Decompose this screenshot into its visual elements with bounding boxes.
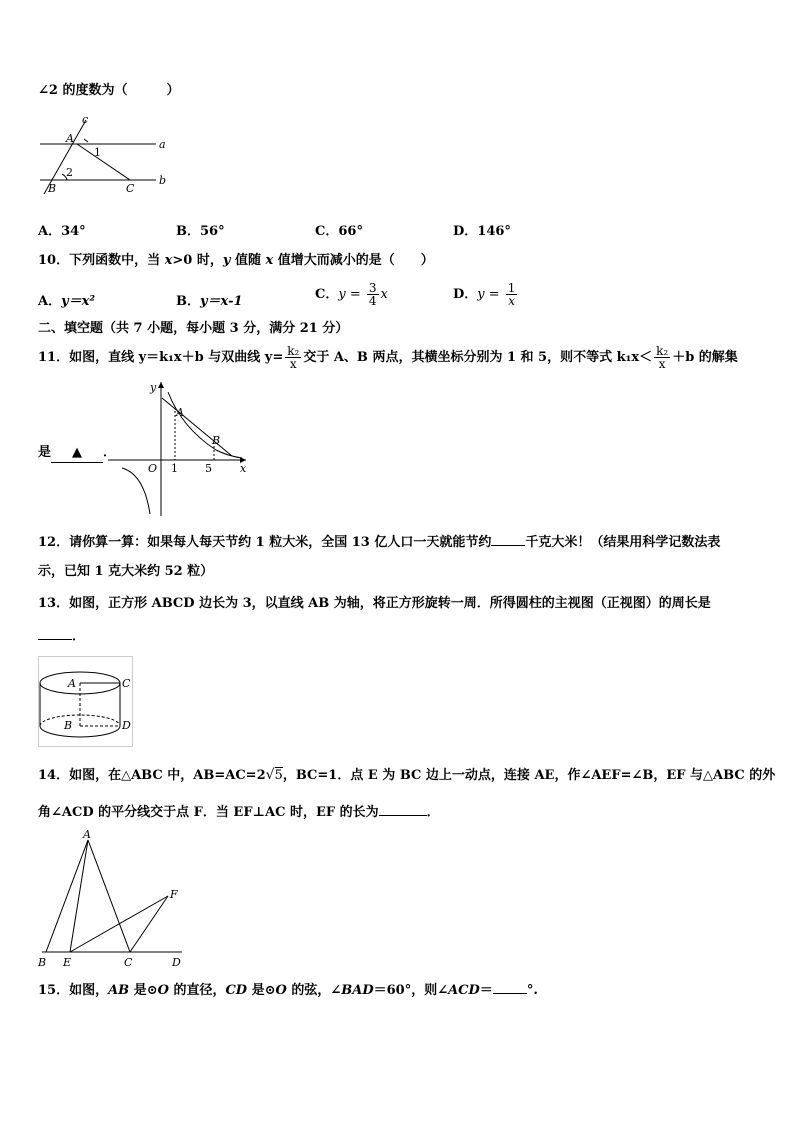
fraction-1-x: $\frac{1}{x}$ xyxy=(507,281,516,308)
q9-option-a: A．34° xyxy=(38,224,86,239)
q13-answer-blank[interactable] xyxy=(38,639,72,640)
label-C: C xyxy=(126,182,135,195)
label-c: c xyxy=(82,113,89,126)
q12-line1: 12．请你算一算：如果每人每天节约 1 粒大米，全国 13 亿人口一天就能节约 千克大米！（结果用科学记数法表 xyxy=(38,535,721,550)
q9-parallel-lines-figure xyxy=(36,112,176,196)
label-y: y xyxy=(150,381,157,394)
q9-stem-text: ∠2 的度数为（ ） xyxy=(38,83,180,98)
q10-option-c: C．y = $\frac{3}{4}$ x xyxy=(315,281,388,308)
q11-answer-blank[interactable]: ▲ xyxy=(51,444,103,463)
hyperbola-branch-1 xyxy=(168,392,242,458)
label-C: C xyxy=(122,677,131,690)
q9-option-b: B．56° xyxy=(176,224,225,239)
label-D: D xyxy=(172,956,181,969)
label-B: B xyxy=(38,956,47,969)
q9-option-d: D．146° xyxy=(453,224,511,239)
label-C: C xyxy=(124,956,133,969)
label-1: 1 xyxy=(94,146,101,159)
q14-answer-blank[interactable] xyxy=(379,815,427,816)
bottom-ellipse-front xyxy=(40,726,120,737)
q13-line2: ． xyxy=(38,628,85,646)
label-5: 5 xyxy=(205,462,212,475)
label-1: 1 xyxy=(171,462,178,475)
angle1-arc xyxy=(84,139,88,142)
label-B: B xyxy=(212,434,221,447)
q11-hyperbola-graph xyxy=(104,378,252,518)
q14-line1: 14．如图，在△ABC 中，AB=AC=2√5，BC=1．点 E 为 BC 边上一动点，连接 AE，作∠AEF=∠B，EF 与△ABC 的外 xyxy=(38,767,776,783)
label-b: b xyxy=(159,174,167,187)
q14-line2: 角∠ACD 的平分线交于点 F．当 EF⊥AC 时，EF 的长为 ． xyxy=(38,805,440,820)
q15-stem: 15．如图，AB 是⊙O 的直径，CD 是⊙O 的弦，∠BAD＝60°，则∠ACD＝ °. xyxy=(38,983,538,998)
q12-line2: 示，已知 1 克大米约 52 粒） xyxy=(38,564,214,579)
fraction-3-4: $\frac{3}{4}$ xyxy=(368,281,377,308)
q10-option-a: A．y＝x² xyxy=(38,294,96,309)
sqrt-sign: √ xyxy=(265,767,275,783)
q13-cylinder-figure xyxy=(38,656,134,748)
q11-answer-line: 是 ▲ ． xyxy=(38,444,116,463)
label-D: D xyxy=(122,719,131,732)
figure-frame xyxy=(39,657,133,747)
label-x: x xyxy=(240,462,247,475)
side-AB xyxy=(46,840,88,952)
q11-stem: 11．如图，直线 y＝k₁x＋b 与双曲线 y= $\frac{\text{k₂}}{x}$ 交于 A、B 两点，其横坐标分别为 1 和 5，则不等式 k₁x＜ $\frac{\text{k₂}}{x}$ ＋b 的解集 xyxy=(38,344,738,371)
side-AC xyxy=(88,840,130,952)
label-F: F xyxy=(170,888,178,901)
label-A: A xyxy=(83,828,91,841)
label-A: A xyxy=(176,406,184,419)
line-y-k1x-b xyxy=(162,398,232,456)
label-B: B xyxy=(64,719,73,732)
q13-line1: 13．如图，正方形 ABCD 边长为 3，以直线 AB 为轴，将正方形旋转一周．所得圆柱的主视图（正视图）的周长是 xyxy=(38,596,711,611)
q10-stem: 10．下列函数中，当 x>0 时，y 值随 x 值增大而减小的是（ ） xyxy=(38,253,434,268)
q10-option-d: D．y = $\frac{1}{x}$ xyxy=(453,281,516,308)
section-2-heading: 二、填空题（共 7 小题，每小题 3 分，满分 21 分） xyxy=(38,321,349,336)
label-O: O xyxy=(148,462,158,475)
segment-AE xyxy=(70,840,88,952)
label-a: a xyxy=(159,138,166,151)
segment-ac xyxy=(77,144,130,180)
segment-CF xyxy=(130,896,168,952)
q10-option-b: B．y＝x-1 xyxy=(176,294,243,309)
label-B: B xyxy=(48,182,57,195)
q14-triangle-figure xyxy=(36,826,186,972)
q9-option-c: C．66° xyxy=(315,224,363,239)
label-A: A xyxy=(68,677,76,690)
hyperbola-branch-3 xyxy=(122,468,150,514)
fraction-k2-x-2: $\frac{\text{k₂}}{x}$ xyxy=(656,344,669,371)
y-axis-arrow xyxy=(158,382,164,388)
q12-answer-blank[interactable] xyxy=(491,545,525,546)
sqrt-value: 5 xyxy=(274,768,283,783)
q15-answer-blank[interactable] xyxy=(493,993,527,994)
fraction-k2-x: $\frac{\text{k₂}}{x}$ xyxy=(287,344,300,371)
label-2: 2 xyxy=(66,166,73,179)
label-E: E xyxy=(63,956,72,969)
q9-stem xyxy=(38,82,179,100)
segment-EF xyxy=(70,896,168,952)
label-A: A xyxy=(66,132,74,145)
